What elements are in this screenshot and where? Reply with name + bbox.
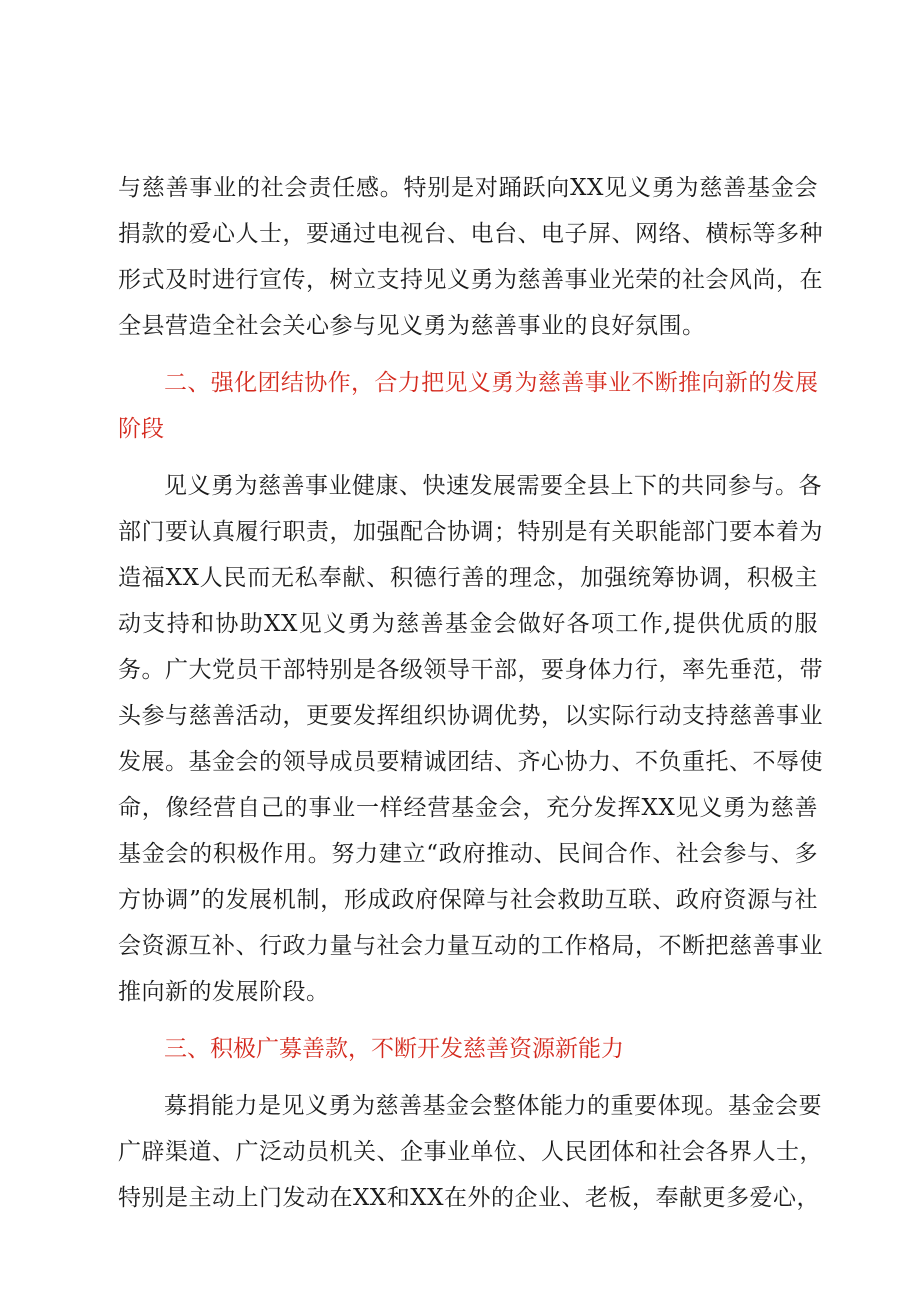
paragraph-line: 特别是主动上门发动在XX和XX在外的企业、老板，奉献更多爱心，: [118, 1185, 820, 1211]
paragraph-line: 基金会的积极作用。努力建立“政府推动、民间合作、社会参与、多: [118, 841, 818, 867]
paragraph-line: 发展。基金会的领导成员要精诚团结、齐心协力、不负重托、不辱使: [118, 749, 823, 775]
paragraph-line: 募捐能力是见义勇为慈善基金会整体能力的重要体现。基金会要: [164, 1093, 822, 1119]
heading-line: 阶段: [118, 416, 164, 442]
document-body: [118, 165, 823, 1221]
paragraph-line: 部门要认真履行职责，加强配合协调；特别是有关职能部门要本着为: [118, 519, 823, 545]
paragraph-3: [118, 1083, 823, 1221]
paragraph-line: 见义勇为慈善事业健康、快速发展需要全县上下的共同参与。各: [164, 473, 822, 499]
paragraph-1: [118, 165, 823, 349]
paragraph-line: 动支持和协助XX见义勇为慈善基金会做好各项工作,提供优质的服: [118, 611, 818, 637]
paragraph-line: 与慈善事业的社会责任感。特别是对踊跃向XX见义勇为慈善基金会: [118, 175, 818, 201]
paragraph-line: 形式及时进行宣传，树立支持见义勇为慈善事业光荣的社会风尚，在: [118, 267, 823, 293]
heading-line: 二、强化团结协作，合力把见义勇为慈善事业不断推向新的发展: [164, 370, 818, 396]
paragraph-2: [118, 463, 823, 1015]
paragraph-line: 务。广大党员干部特别是各级领导干部，要身体力行，率先垂范，带: [118, 657, 823, 683]
paragraph-line: 推向新的发展阶段。: [118, 979, 330, 1005]
section-heading-3: [118, 1026, 818, 1072]
paragraph-line: 命，像经营自己的事业一样经营基金会，充分发挥XX见义勇为慈善: [118, 795, 818, 821]
paragraph-line: 会资源互补、行政力量与社会力量互动的工作格局，不断把慈善事业: [118, 933, 823, 959]
paragraph-line: 广辟渠道、广泛动员机关、企事业单位、人民团体和社会各界人士，: [118, 1139, 823, 1165]
paragraph-line: 捐款的爱心人士，要通过电视台、电台、电子屏、网络、横标等多种: [118, 221, 823, 247]
paragraph-line: 方协调”的发展机制，形成政府保障与社会救助互联、政府资源与社: [118, 887, 818, 913]
paragraph-line: 头参与慈善活动，更要发挥组织协调优势，以实际行动支持慈善事业: [118, 703, 823, 729]
heading-line: 三、积极广募善款，不断开发慈善资源新能力: [164, 1036, 624, 1062]
paragraph-line: 全县营造全社会关心参与见义勇为慈善事业的良好氛围。: [118, 313, 706, 339]
paragraph-line: 造福XX人民而无私奉献、积德行善的理念，加强统筹协调，积极主: [118, 565, 818, 591]
section-heading-2: [118, 360, 818, 452]
